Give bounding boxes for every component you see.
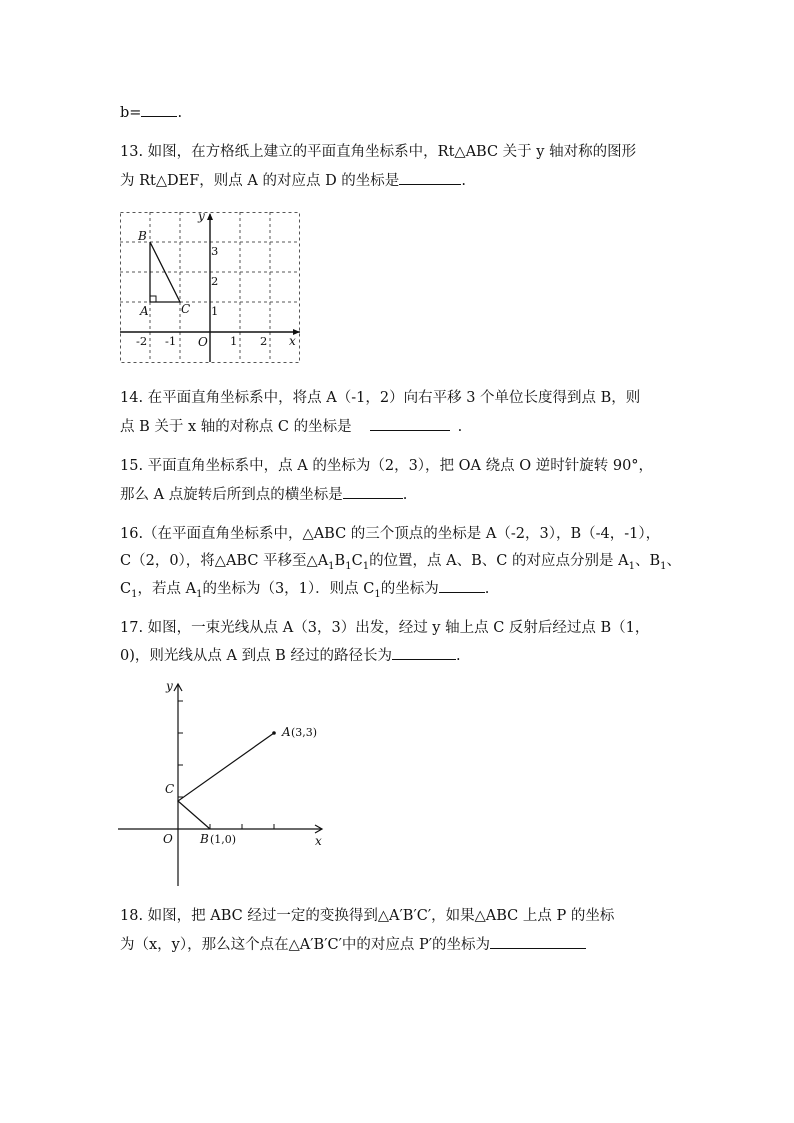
origin-label: O — [163, 832, 173, 846]
right-angle-mark — [150, 296, 156, 302]
y-axis-label: y — [166, 679, 173, 693]
answer-blank[interactable] — [399, 170, 461, 185]
point-b-label: B — [200, 832, 209, 846]
q13-line2: 为 Rt△DEF，则点 A 的对应点 D 的坐标是 . — [120, 170, 466, 191]
point-a-dot — [272, 731, 276, 735]
q16-line2: C（2，0），将△ABC 平移至$\triangle A_1B_1C_1$的位置，点 A、B、C 的对应点分别是 $A_1$、$B_1$、 — [120, 553, 681, 572]
q12-line: b= . — [120, 102, 182, 123]
light-path — [178, 733, 274, 829]
x-tick-label: 2 — [260, 334, 268, 348]
y-axis-arrow-icon — [207, 213, 213, 220]
x-tick-label: -1 — [165, 334, 177, 348]
q17-reflection-figure — [118, 678, 328, 888]
q15-line2: 那么 A 点旋转后所到点的横坐标是 . — [120, 484, 407, 505]
point-a-coord: (3,3) — [291, 726, 318, 739]
q14-line1: 14. 在平面直角坐标系中，将点 A（-1，2）向右平移 3 个单位长度得到点 B，则 — [120, 390, 641, 406]
y-tick-label: 3 — [211, 244, 219, 258]
q17-line2: 0)，则光线从点 A 到点 B 经过的路径长为 . — [120, 645, 461, 666]
x-tick-label: -2 — [136, 334, 148, 348]
q16-line3: $C_1$，若点 $A_1$的坐标为（3，1）．则点 $C_1$的坐标为 . — [120, 578, 489, 605]
q13-line1: 13. 如图，在方格纸上建立的平面直角坐标系中，Rt△ABC 关于 y 轴对称的图形 — [120, 144, 637, 160]
answer-blank[interactable] — [370, 416, 450, 431]
answer-blank[interactable] — [343, 484, 403, 499]
answer-blank[interactable] — [141, 102, 177, 117]
y-axis-label: y — [198, 209, 205, 223]
point-b-label: B — [138, 229, 147, 243]
x-tick-label: 1 — [230, 334, 238, 348]
x-axis-label: x — [315, 834, 322, 848]
point-c-label: C — [181, 302, 191, 316]
answer-blank[interactable] — [490, 934, 586, 949]
y-tick-label: 1 — [211, 304, 219, 318]
q18-line1: 18. 如图，把 ABC 经过一定的变换得到△A′B′C′，如果△ABC 上点 P 的坐标 — [120, 908, 615, 924]
y-tick-label: 2 — [211, 274, 219, 288]
answer-blank[interactable] — [392, 645, 456, 660]
answer-blank[interactable] — [439, 578, 485, 593]
q14-line2: 点 B 关于 x 轴的对称点 C 的坐标是 . — [120, 416, 462, 437]
x-axis-label: x — [289, 334, 296, 348]
q18-line2: 为（x，y），那么这个点在△A′B′C′中的对应点 P′的坐标为 — [120, 934, 586, 955]
axis-ticks — [178, 701, 274, 829]
point-b-coord: (1,0) — [210, 833, 237, 846]
q13-grid-figure — [120, 209, 300, 364]
point-a-label: A — [140, 304, 149, 318]
point-c-label: C — [165, 782, 175, 796]
origin-label: O — [198, 335, 208, 349]
q15-line1: 15. 平面直角坐标系中，点 A 的坐标为（2，3），把 OA 绕点 O 逆时针旋转 90°， — [120, 458, 654, 474]
q16-line1: 16.（在平面直角坐标系中，△ABC 的三个顶点的坐标是 A（-2，3），B（-4，-1）， — [120, 526, 661, 542]
q17-line1: 17. 如图，一束光线从点 A（3，3）出发，经过 y 轴上点 C 反射后经过点 B（1， — [120, 620, 650, 636]
point-a-label: A — [282, 725, 291, 739]
q12-text: b= — [120, 105, 142, 121]
